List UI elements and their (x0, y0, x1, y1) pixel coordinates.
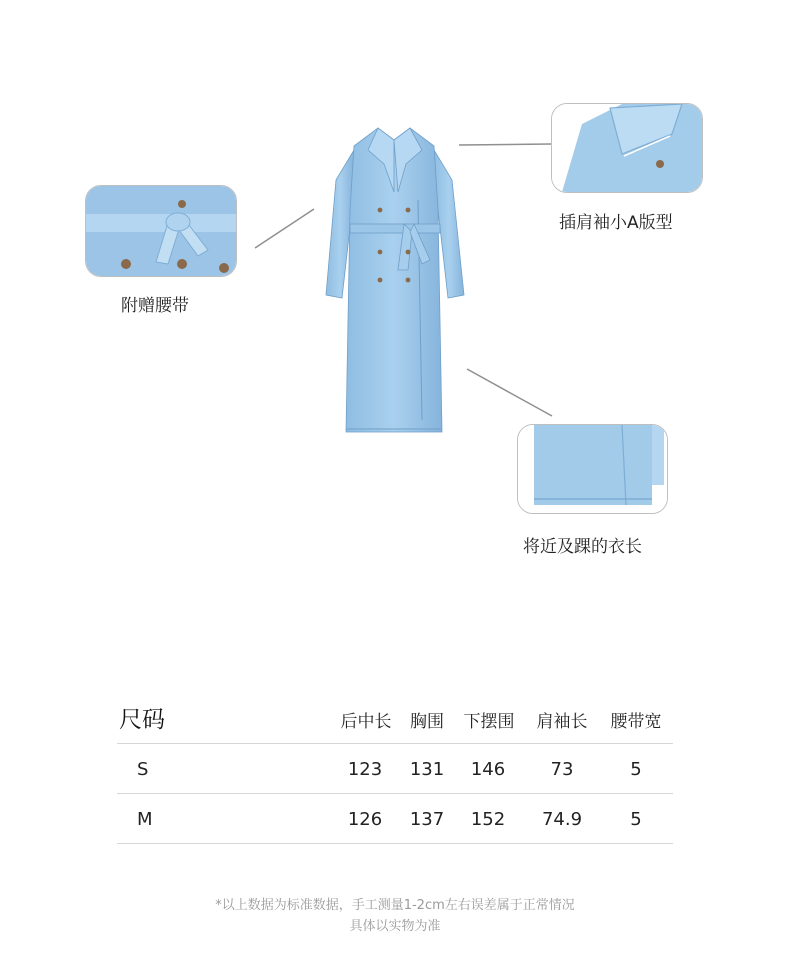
column-header: 后中长 (340, 712, 392, 732)
size-table (117, 700, 673, 844)
belt-leader-line (255, 209, 314, 248)
shoulder-caption: 插肩袖小A版型 (559, 213, 673, 233)
table-row (117, 794, 673, 844)
table-cell: 126 (347, 809, 383, 830)
shoulder-leader-line (459, 144, 551, 145)
size-label: M (137, 809, 153, 830)
measurement-note-secondary: 具体以实物为准 (349, 919, 441, 934)
table-cell: 73 (550, 759, 574, 780)
belt-detail-image (85, 185, 237, 277)
table-cell: 123 (347, 759, 383, 780)
hem-detail-image (517, 424, 668, 514)
table-cell: 131 (409, 759, 445, 780)
column-header: 肩袖长 (536, 712, 588, 732)
hem-caption: 将近及踝的衣长 (523, 537, 642, 557)
column-header: 腰带宽 (610, 712, 662, 732)
size-label: S (137, 759, 149, 780)
table-cell: 146 (470, 759, 506, 780)
shoulder-detail-image (551, 103, 703, 193)
table-cell: 5 (630, 759, 642, 780)
column-header: 下摆围 (463, 712, 515, 732)
measurement-note: *以上数据为标准数据，手工测量1-2cm左右误差属于正常情况 (215, 898, 575, 913)
size-table-header (117, 700, 673, 744)
table-row (117, 744, 673, 794)
belt-caption: 附赠腰带 (121, 296, 189, 316)
table-cell: 152 (470, 809, 506, 830)
table-cell: 74.9 (541, 809, 583, 830)
denim-trench-coat-image (318, 120, 470, 438)
table-cell: 5 (630, 809, 642, 830)
table-cell: 137 (409, 809, 445, 830)
size-table-title: 尺码 (119, 707, 165, 733)
column-header: 胸围 (410, 712, 444, 732)
hem-leader-line (467, 369, 552, 416)
